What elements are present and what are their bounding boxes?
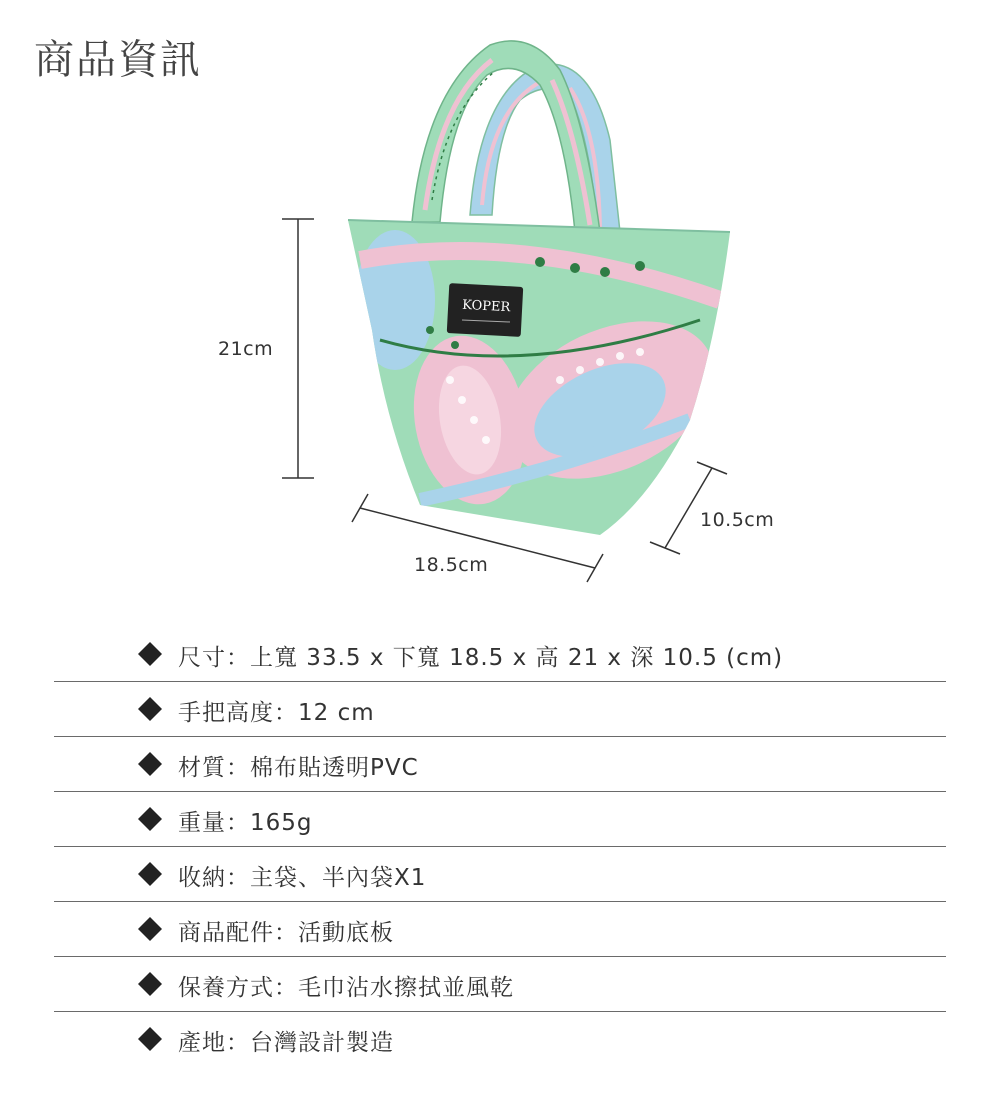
diamond-bullet-icon xyxy=(137,1026,163,1052)
spec-row-size xyxy=(0,627,1000,682)
spec-text: 材質：棉布貼透明PVC xyxy=(178,755,419,781)
spec-text: 手把高度：12 cm xyxy=(178,700,375,726)
diamond-bullet-icon xyxy=(137,641,163,667)
spec-row-storage xyxy=(0,847,1000,902)
spec-row-material xyxy=(0,737,1000,792)
diamond-bullet-icon xyxy=(137,806,163,832)
page-title: 商品資訊 xyxy=(34,37,202,83)
spec-row-handle-height xyxy=(0,682,1000,737)
spec-row-weight xyxy=(0,792,1000,847)
spec-row-care xyxy=(0,957,1000,1012)
height-dimension-label: 21cm xyxy=(218,338,274,360)
depth-dimension-line xyxy=(650,462,727,554)
diamond-bullet-icon xyxy=(137,696,163,722)
diamond-bullet-icon xyxy=(137,861,163,887)
brand-label xyxy=(447,283,524,337)
spec-text: 商品配件：活動底板 xyxy=(178,920,394,946)
diamond-bullet-icon xyxy=(137,971,163,997)
spec-text: 收納：主袋、半內袋X1 xyxy=(178,865,427,891)
spec-row-origin xyxy=(0,1012,1000,1067)
height-dimension-line xyxy=(282,219,314,478)
diamond-bullet-icon xyxy=(137,751,163,777)
bag-body xyxy=(348,220,739,535)
spec-text: 產地：台灣設計製造 xyxy=(178,1030,394,1056)
brand-label-text: KOPER xyxy=(461,297,511,316)
spec-text: 尺寸：上寬 33.5 x 下寬 18.5 x 高 21 x 深 10.5 (cm) xyxy=(178,645,784,671)
spec-row-accessories xyxy=(0,902,1000,957)
width-dimension-label: 18.5cm xyxy=(414,554,489,576)
spec-text: 重量：165g xyxy=(178,810,313,836)
diamond-bullet-icon xyxy=(137,916,163,942)
depth-dimension-label: 10.5cm xyxy=(700,509,775,531)
spec-text: 保養方式：毛巾沾水擦拭並風乾 xyxy=(178,975,514,1001)
